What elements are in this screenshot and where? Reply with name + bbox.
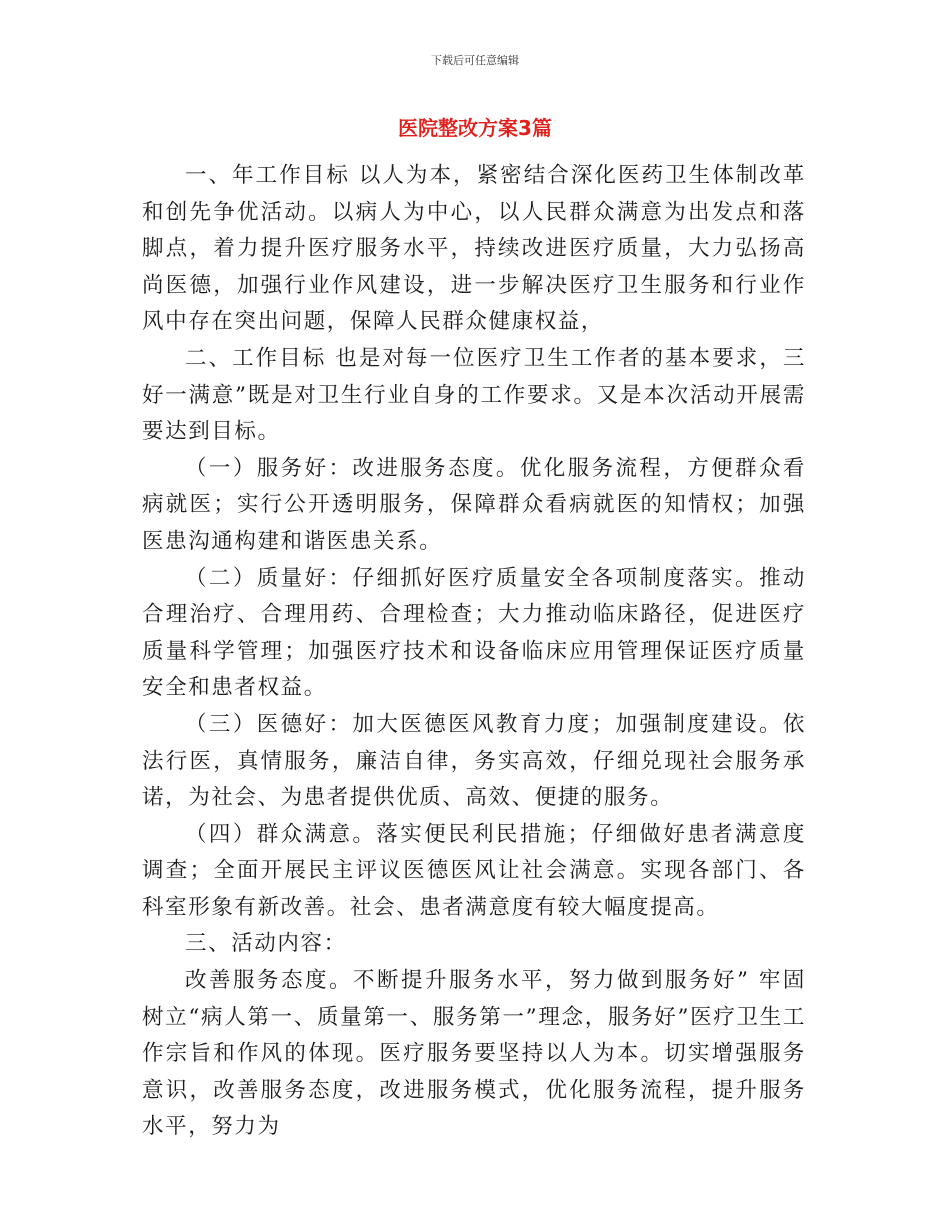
page-header-note: 下载后可任意编辑 [431,54,519,67]
paragraph-public-satisfaction: （四）群众满意。落实便民利民措施；仔细做好患者满意度调查；全面开展民主评议医德医风让社会满意。实现各部门、各科室形象有新改善。社会、患者满意度有较大幅度提高。 [142,821,806,920]
paragraph-good-service: （一）服务好：改进服务态度。优化服务流程，方便群众看病就医；实行公开透明服务，保障群众看病就医的知情权；加强医患沟通构建和谐医患关系。 [142,455,806,554]
document-title: 医院整改方案3篇 [398,116,552,140]
paragraph-good-quality: （二）质量好：仔细抓好医疗质量安全各项制度落实。推动合理治疗、合理用药、合理检查；大力推动临床路径，促进医疗质量科学管理；加强医疗技术和设备临床应用管理保证医疗质量安全和患者权益。 [142,565,806,701]
paragraph-improve-service: 改善服务态度。不断提升服务水平，努力做到服务好” 牢固树立“病人第一、质量第一、服务第一”理念，服务好”医疗卫生工作宗旨和作风的体现。医疗服务要坚持以人为本。切实增强服务意识，改善服务态度，改进服务模式，优化服务流程，提升服务水平，努力为 [142,968,806,1140]
paragraph-good-ethics: （三）医德好：加大医德医风教育力度；加强制度建设。依法行医，真情服务，廉洁自律，务实高效，仔细兑现社会服务承诺，为社会、为患者提供优质、高效、便捷的服务。 [142,711,806,811]
paragraph-annual-goal: 一、年工作目标 以人为本，紧密结合深化医药卫生体制改革和创先争优活动。以病人为中心，以人民群众满意为出发点和落脚点，着力提升医疗服务水平，持续改进医疗质量，大力弘扬高尚医德，加强行业作风建设，进一步解决医疗卫生服务和行业作风中存在突出问题，保障人民群众健康权益， [142,163,806,335]
document-body [142,158,806,1146]
paragraph-activity-heading: 三、活动内容： [185,931,347,957]
paragraph-work-goal: 二、工作目标 也是对每一位医疗卫生工作者的基本要求，三好一满意”既是对卫生行业自身的工作要求。又是本次活动开展需要达到目标。 [142,345,806,445]
